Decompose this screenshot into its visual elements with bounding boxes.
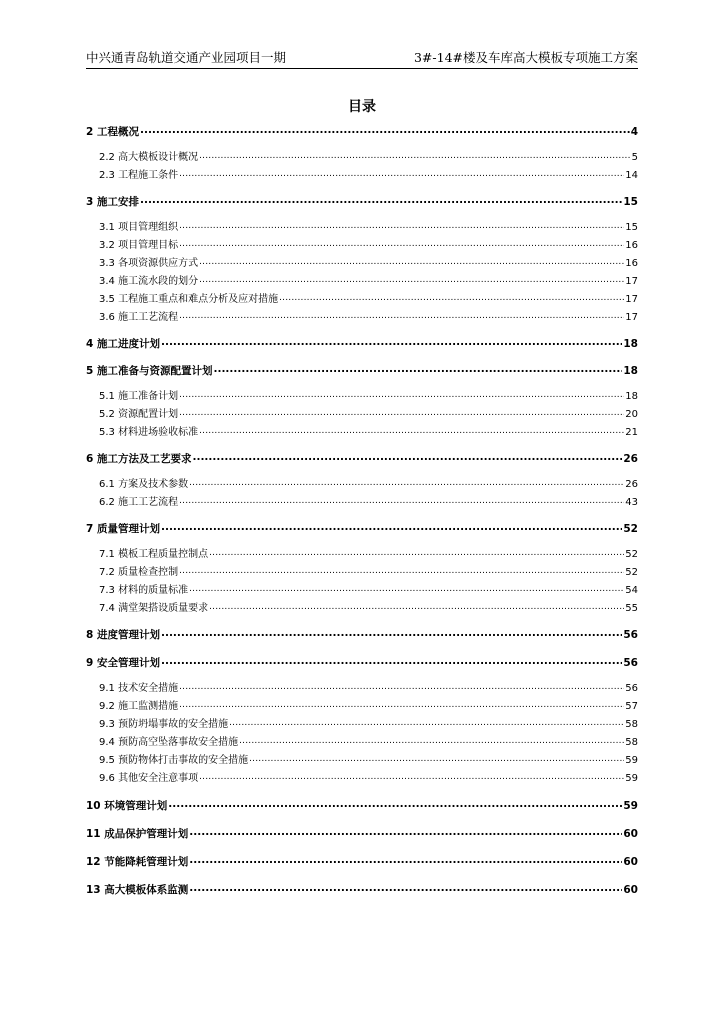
toc-entry-chapter[interactable] bbox=[86, 627, 638, 642]
toc-leader-dots bbox=[179, 169, 624, 179]
toc-entry-section[interactable] bbox=[86, 272, 638, 287]
toc-entry-label: 8 进度管理计划 bbox=[86, 629, 160, 641]
toc-entry-page-number: 17 bbox=[625, 312, 638, 323]
toc-entry-chapter[interactable] bbox=[86, 882, 638, 897]
toc-leader-dots bbox=[161, 655, 622, 667]
toc-leader-dots bbox=[140, 194, 622, 206]
toc-leader-dots bbox=[189, 854, 622, 866]
toc-entry-page-number: 60 bbox=[623, 856, 638, 868]
toc-entry-page-number: 26 bbox=[623, 453, 638, 465]
toc-entry-section[interactable] bbox=[86, 308, 638, 323]
toc-entry-page-number: 52 bbox=[625, 549, 638, 560]
toc-leader-dots bbox=[213, 363, 622, 375]
header-project-name: 中兴通青岛轨道交通产业园项目一期 bbox=[86, 50, 287, 65]
toc-leader-dots bbox=[199, 257, 624, 267]
toc-leader-dots bbox=[199, 772, 624, 782]
toc-leader-dots bbox=[239, 736, 624, 746]
toc-entry-label: 5.1 施工准备计划 bbox=[99, 391, 179, 402]
toc-entry-chapter[interactable] bbox=[86, 451, 638, 466]
toc-entry-page-number: 58 bbox=[625, 719, 638, 730]
toc-leader-dots bbox=[209, 548, 624, 558]
toc-entry-page-number: 18 bbox=[623, 365, 638, 377]
header-document-title: 3#-14#楼及车库高大模板专项施工方案 bbox=[413, 50, 638, 65]
toc-leader-dots bbox=[192, 451, 622, 463]
toc-entry-page-number: 15 bbox=[625, 222, 638, 233]
toc-entry-section[interactable] bbox=[86, 493, 638, 508]
toc-entry-label: 5.2 资源配置计划 bbox=[99, 409, 179, 420]
toc-leader-dots bbox=[189, 882, 622, 894]
toc-entry-label: 7.2 质量检查控制 bbox=[99, 567, 179, 578]
toc-entry-label: 4 施工进度计划 bbox=[86, 338, 160, 350]
toc-entry-label: 2.2 高大模板设计概况 bbox=[99, 152, 199, 163]
toc-entry-page-number: 59 bbox=[623, 800, 638, 812]
toc-entry-section[interactable] bbox=[86, 751, 638, 766]
toc-entry-label: 7.3 材料的质量标准 bbox=[99, 585, 189, 596]
toc-entry-chapter[interactable] bbox=[86, 826, 638, 841]
toc-entry-section[interactable] bbox=[86, 254, 638, 269]
toc-entry-section[interactable] bbox=[86, 545, 638, 560]
toc-leader-dots bbox=[179, 390, 624, 400]
toc-entry-label: 3.1 项目管理组织 bbox=[99, 222, 179, 233]
toc-entry-label: 12 节能降耗管理计划 bbox=[86, 856, 189, 868]
toc-entry-section[interactable] bbox=[86, 581, 638, 596]
toc-entry-label: 5.3 材料进场验收标准 bbox=[99, 427, 199, 438]
toc-entry-section[interactable] bbox=[86, 769, 638, 784]
toc-entry-label: 3.3 各项资源供应方式 bbox=[99, 258, 199, 269]
toc-entry-section[interactable] bbox=[86, 290, 638, 305]
toc-leader-dots bbox=[229, 718, 624, 728]
toc-entry-page-number: 54 bbox=[625, 585, 638, 596]
toc-leader-dots bbox=[279, 293, 624, 303]
toc-leader-dots bbox=[179, 221, 624, 231]
toc-entry-page-number: 59 bbox=[625, 755, 638, 766]
toc-entry-section[interactable] bbox=[86, 697, 638, 712]
toc-entry-label: 3.2 项目管理目标 bbox=[99, 240, 179, 251]
toc-entry-section[interactable] bbox=[86, 475, 638, 490]
toc-leader-dots bbox=[199, 426, 624, 436]
toc-entry-label: 9.6 其他安全注意事项 bbox=[99, 773, 199, 784]
toc-entry-label: 6 施工方法及工艺要求 bbox=[86, 453, 192, 465]
toc-entry-page-number: 43 bbox=[625, 497, 638, 508]
toc-entry-page-number: 17 bbox=[625, 276, 638, 287]
toc-leader-dots bbox=[161, 336, 622, 348]
toc-entry-page-number: 52 bbox=[625, 567, 638, 578]
toc-leader-dots bbox=[179, 566, 624, 576]
toc-entry-page-number: 4 bbox=[630, 126, 638, 138]
toc-entry-page-number: 55 bbox=[625, 603, 638, 614]
toc-entry-label: 11 成品保护管理计划 bbox=[86, 828, 189, 840]
toc-entry-page-number: 17 bbox=[625, 294, 638, 305]
toc-leader-dots bbox=[199, 275, 624, 285]
toc-entry-chapter[interactable] bbox=[86, 124, 638, 139]
toc-entry-page-number: 56 bbox=[625, 683, 638, 694]
toc-entry-page-number: 15 bbox=[623, 196, 638, 208]
toc-entry-label: 7.1 模板工程质量控制点 bbox=[99, 549, 209, 560]
toc-entry-chapter[interactable] bbox=[86, 336, 638, 351]
toc-entry-page-number: 5 bbox=[631, 152, 638, 163]
toc-entry-page-number: 60 bbox=[623, 884, 638, 896]
toc-leader-dots bbox=[168, 798, 622, 810]
toc-entry-label: 13 高大模板体系监测 bbox=[86, 884, 189, 896]
toc-entry-label: 9.5 预防物体打击事故的安全措施 bbox=[99, 755, 249, 766]
toc-entry-label: 6.1 方案及技术参数 bbox=[99, 479, 189, 490]
toc-leader-dots bbox=[161, 521, 622, 533]
toc-entry-label: 5 施工准备与资源配置计划 bbox=[86, 365, 213, 377]
toc-entry-section[interactable] bbox=[86, 236, 638, 251]
page-header bbox=[86, 48, 638, 69]
toc-entry-chapter[interactable] bbox=[86, 194, 638, 209]
toc-entry-page-number: 60 bbox=[623, 828, 638, 840]
toc-entry-page-number: 56 bbox=[623, 657, 638, 669]
toc-entry-page-number: 18 bbox=[625, 391, 638, 402]
toc-leader-dots bbox=[179, 682, 624, 692]
toc-entry-label: 9.4 预防高空坠落事故安全措施 bbox=[99, 737, 239, 748]
toc-entry-chapter[interactable] bbox=[86, 363, 638, 378]
toc-entry-page-number: 59 bbox=[625, 773, 638, 784]
toc-entry-page-number: 16 bbox=[625, 258, 638, 269]
toc-entry-label: 3.4 施工流水段的划分 bbox=[99, 276, 199, 287]
toc-leader-dots bbox=[189, 584, 624, 594]
toc-leader-dots bbox=[199, 151, 631, 161]
toc-leader-dots bbox=[179, 311, 624, 321]
toc-entry-label: 7 质量管理计划 bbox=[86, 523, 160, 535]
toc-entry-section[interactable] bbox=[86, 715, 638, 730]
toc-leader-dots bbox=[179, 496, 624, 506]
toc-entry-label: 6.2 施工工艺流程 bbox=[99, 497, 179, 508]
toc-leader-dots bbox=[209, 602, 624, 612]
toc-leader-dots bbox=[179, 239, 624, 249]
toc-leader-dots bbox=[189, 478, 624, 488]
toc-entry-page-number: 16 bbox=[625, 240, 638, 251]
toc-entry-label: 2 工程概况 bbox=[86, 126, 139, 138]
toc-entry-chapter[interactable] bbox=[86, 854, 638, 869]
toc-entry-section[interactable] bbox=[86, 679, 638, 694]
toc-entry-page-number: 26 bbox=[625, 479, 638, 490]
toc-entry-section[interactable] bbox=[86, 405, 638, 420]
toc-entry-section[interactable] bbox=[86, 387, 638, 402]
toc-entry-chapter[interactable] bbox=[86, 798, 638, 813]
toc-entry-label: 9.3 预防坍塌事故的安全措施 bbox=[99, 719, 229, 730]
toc-title: 目录 bbox=[348, 99, 376, 115]
toc-entry-page-number: 20 bbox=[625, 409, 638, 420]
toc-entry-section[interactable] bbox=[86, 733, 638, 748]
toc-entry-label: 2.3 工程施工条件 bbox=[99, 170, 179, 181]
toc-entry-page-number: 57 bbox=[625, 701, 638, 712]
toc-entry-page-number: 14 bbox=[625, 170, 638, 181]
toc-leader-dots bbox=[179, 408, 624, 418]
toc-leader-dots bbox=[249, 754, 624, 764]
toc-leader-dots bbox=[189, 826, 622, 838]
toc-entry-label: 7.4 满堂架搭设质量要求 bbox=[99, 603, 209, 614]
toc-leader-dots bbox=[161, 627, 622, 639]
toc-leader-dots bbox=[179, 700, 624, 710]
toc-entry-section[interactable] bbox=[86, 166, 638, 181]
toc-entry-label: 10 环境管理计划 bbox=[86, 800, 168, 812]
toc-entry-section[interactable] bbox=[86, 599, 638, 614]
toc-entry-page-number: 52 bbox=[623, 523, 638, 535]
toc-entry-page-number: 58 bbox=[625, 737, 638, 748]
toc-entry-section[interactable] bbox=[86, 148, 638, 163]
toc-entry-label: 3 施工安排 bbox=[86, 196, 139, 208]
toc-entry-label: 3.5 工程施工重点和难点分析及应对措施 bbox=[99, 294, 279, 305]
toc-entry-label: 9.2 施工监测措施 bbox=[99, 701, 179, 712]
toc-entry-section[interactable] bbox=[86, 563, 638, 578]
toc-leader-dots bbox=[140, 124, 630, 136]
toc-entry-page-number: 56 bbox=[623, 629, 638, 641]
toc-entry-label: 9.1 技术安全措施 bbox=[99, 683, 179, 694]
toc-entry-page-number: 18 bbox=[623, 338, 638, 350]
toc-entry-label: 3.6 施工工艺流程 bbox=[99, 312, 179, 323]
toc-entry-chapter[interactable] bbox=[86, 655, 638, 670]
toc-entry-chapter[interactable] bbox=[86, 521, 638, 536]
toc-entry-page-number: 21 bbox=[625, 427, 638, 438]
toc-entry-section[interactable] bbox=[86, 218, 638, 233]
toc-entry-label: 9 安全管理计划 bbox=[86, 657, 160, 669]
toc-entry-section[interactable] bbox=[86, 423, 638, 438]
